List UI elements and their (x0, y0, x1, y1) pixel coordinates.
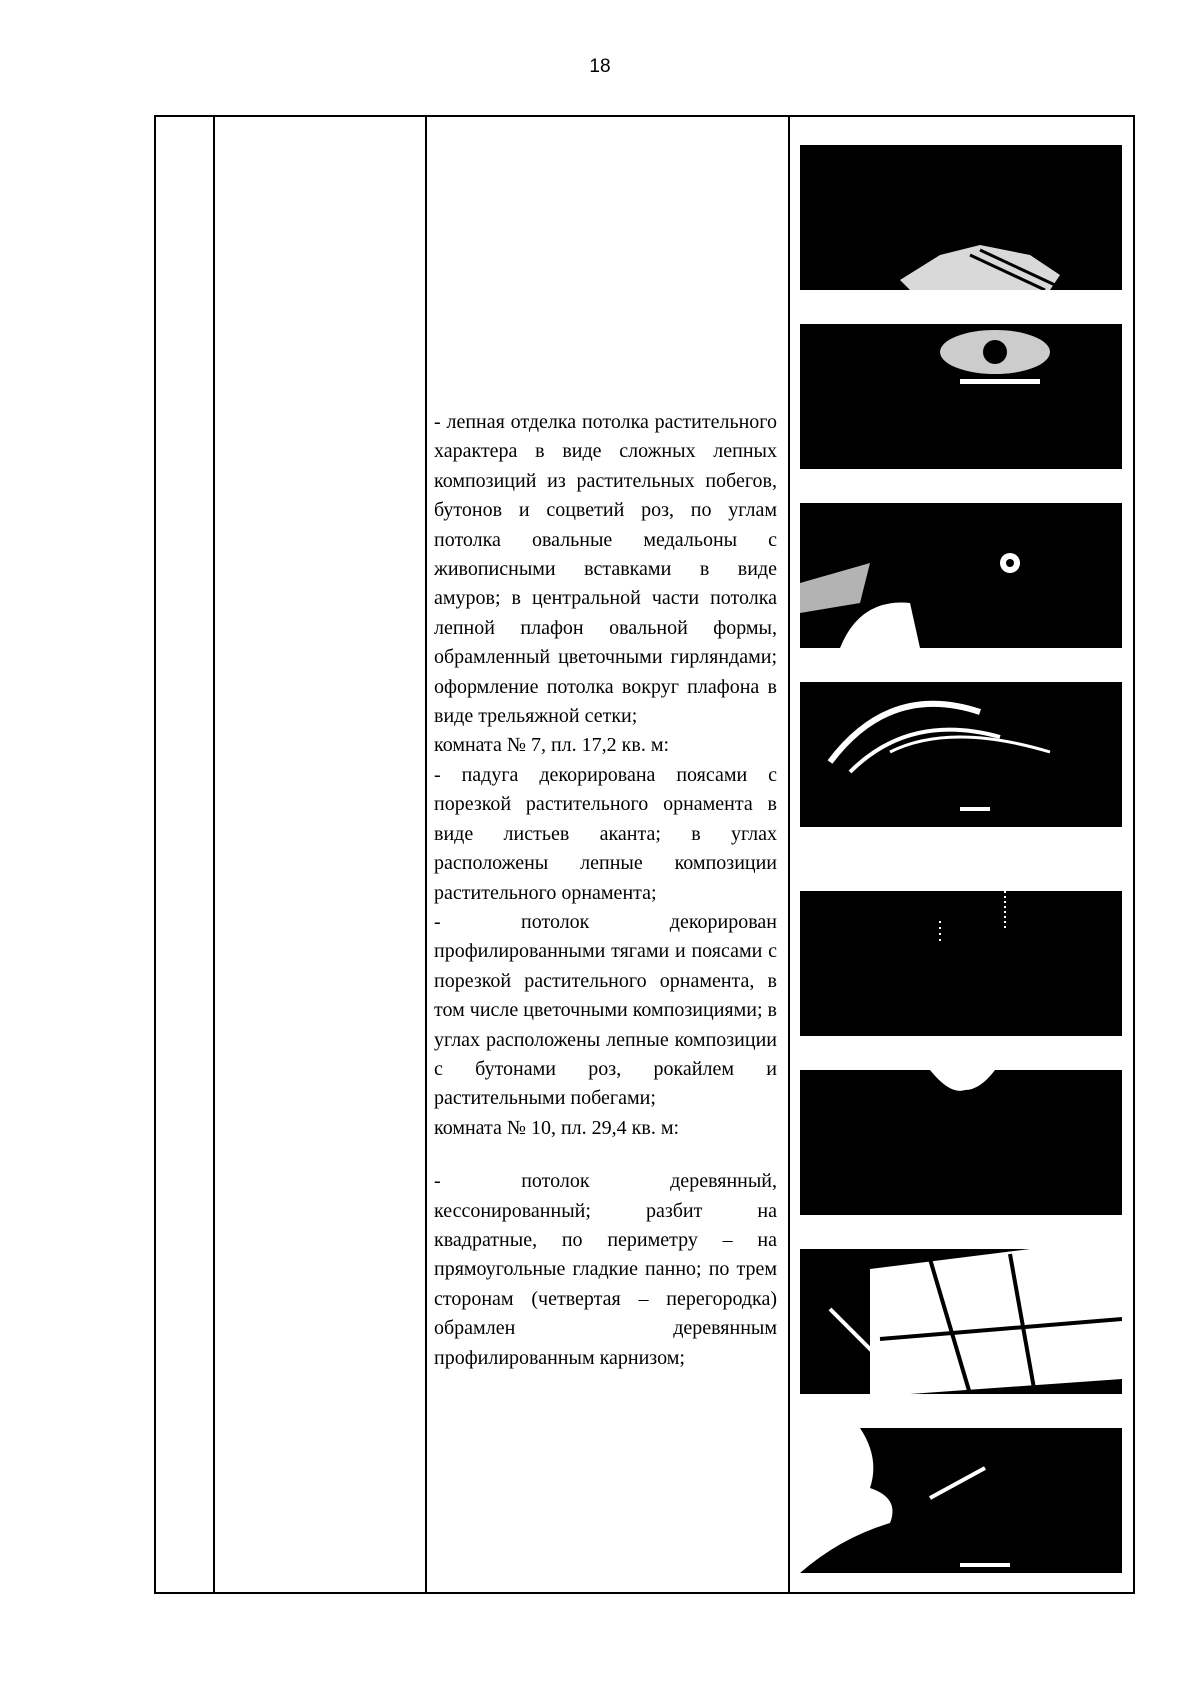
heading-room-7: комната № 7, пл. 17,2 кв. м: (434, 734, 670, 757)
paragraph-ceiling-stucco: - лепная отделка потолка растительного характера в виде сложных лепных композиций из растительных побегов, бутонов и соцветий роз, по углам потолка овальные медальоны с живописными вставками в виде амуров; в центральной части потолка лепной плафон овальной формы, обрамленный цветочными гирляндами; оформление потолка вокруг плафона в виде трельяжной сетки; (434, 411, 777, 728)
page-number: 18 (589, 56, 611, 77)
column-divider-2 (425, 117, 427, 1592)
ceiling-photo-1 (800, 145, 1122, 290)
ceiling-photo-3 (800, 503, 1122, 648)
heading-room-10: комната № 10, пл. 29,4 кв. м: (434, 1116, 680, 1139)
paragraph-room-7-ceiling: - потолок декорирован профилированными тягами и поясами с порезкой растительного орнамента, в том числе цветочными композициями; в углах расположены лепные композиции с бутонами роз, рокайлем и растительными побегами; (434, 910, 777, 1110)
ceiling-photo-7 (800, 1249, 1122, 1394)
description-cell (434, 408, 777, 1373)
ceiling-photo-2 (800, 324, 1122, 469)
ceiling-photo-6 (800, 1070, 1122, 1215)
column-divider-3 (788, 117, 790, 1592)
column-divider-1 (213, 117, 215, 1592)
ceiling-photo-5 (800, 891, 1122, 1036)
ceiling-photo-4 (800, 682, 1122, 827)
spacer (434, 1143, 777, 1167)
paragraph-room-10-ceiling: - потолок деревянный, кессонированный; разбит на квадратные, по периметру – на прямоугольные гладкие панно; по трем сторонам (четвертая – перегородка) обрамлен деревянным профилированным карнизом; (434, 1170, 777, 1369)
paragraph-room-7-cove: - падуга декорирована поясами с порезкой растительного орнамента в виде листьев аканта; в углах расположены лепные композиции растительного орнамента; (434, 763, 777, 904)
ceiling-photo-8 (800, 1428, 1122, 1573)
